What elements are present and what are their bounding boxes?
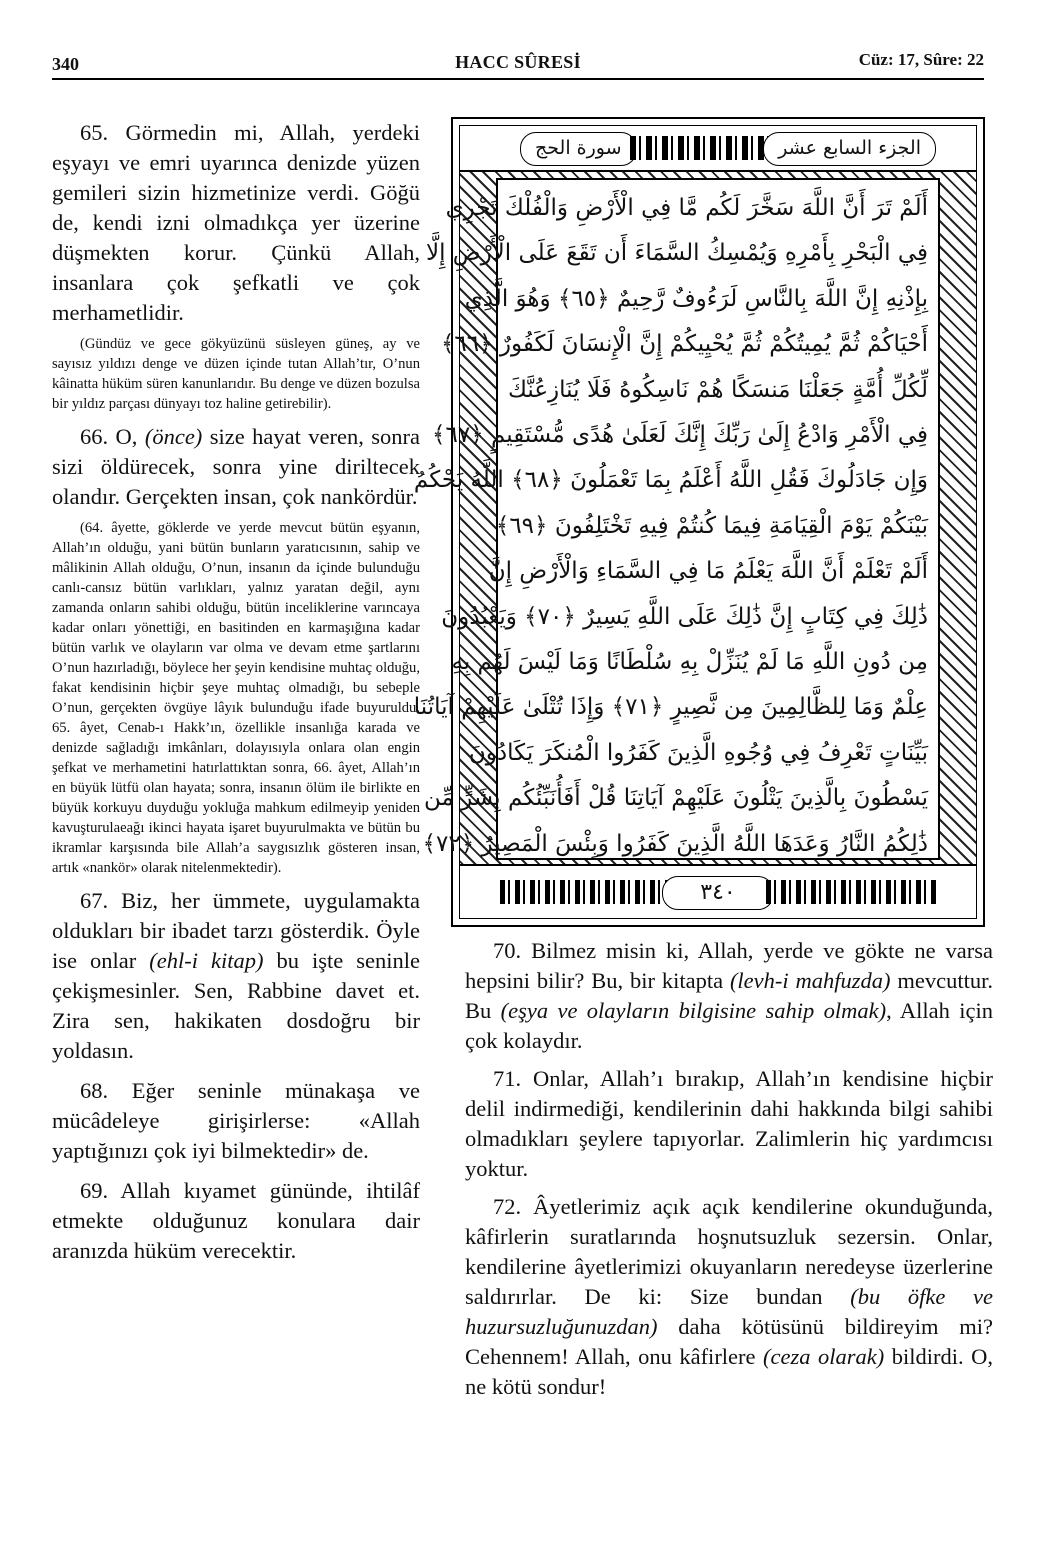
verse-70: 70. Bilmez misin ki, Allah, yerde ve gökte ne varsa hepsini bilir? Bu, bir kitapta (levh-i mahfuzda) mevcuttur. Bu (eşya ve olayların bilgisine sahip olmak), Allah için çok kolaydır. <box>465 938 993 1053</box>
mushaf-line: فِي الْأَمْرِ وَادْعُ إِلَىٰ رَبِّكَ إِنَّكَ لَعَلَىٰ هُدًى مُّسْتَقِيمٍ ﴿٦٧﴾ <box>431 422 928 449</box>
mushaf-line: لِّكُلِّ أُمَّةٍ جَعَلْنَا مَنسَكًا هُمْ نَاسِكُوهُ فَلَا يُنَازِعُنَّكَ <box>508 376 928 403</box>
verse-67: 67. Biz, her ümmete, uygulamakta oldukları bir ibadet tarzı gösterdik. Öyle ise onlar (ehl-i kitap) bu işte seninle çekişmesinler. Sen, Rabbine davet et. Zira sen, hakikaten dosdoğru bir yoldasın. <box>52 888 420 1063</box>
mushaf-line: ذَٰلِكَ فِي كِتَابٍ إِنَّ ذَٰلِكَ عَلَى اللَّهِ يَسِيرٌ ﴿٧٠﴾ وَيَعْبُدُونَ <box>441 603 928 630</box>
juz-surah-label: Cüz: 17, Sûre: 22 <box>858 50 984 69</box>
juz-cartouche: الجزء السابع عشر <box>763 132 936 166</box>
verse-68: 68. Eğer seninle münakaşa ve mücâdeleye girişirlerse: «Allah yaptığınızı çok iyi bilmektedir» de. <box>52 1078 420 1163</box>
page-number: 340 <box>52 54 79 74</box>
mushaf-line: بَيِّنَاتٍ تَعْرِفُ فِي وُجُوهِ الَّذِينَ كَفَرُوا الْمُنكَرَ يَكَادُونَ <box>468 739 928 766</box>
verse-69: 69. Allah kıyamet gününde, ihtilâf etmekte olduğunuz konulara dair aranızda hüküm verecektir. <box>52 1178 420 1263</box>
verse-72: 72. Âyetlerimiz açık açık kendilerine okunduğunda, kâfirlerin suratlarında hoşnutsuzluk sezersin. Onlar, kendilerine âyetlerimizi okuyanların neredeyse üzerlerine saldırırlar. De ki: Size bundan (bu öfke ve huzursuzluğunuzdan) daha kötüsünü bildireyim mi? Cehennem! Allah, onu kâfirlere (ceza olarak) bildirdi. O, ne kötü sondur! <box>465 1194 993 1399</box>
mushaf-line: أَلَمْ تَعْلَمْ أَنَّ اللَّهَ يَعْلَمُ مَا فِي السَّمَاءِ وَالْأَرْضِ إِنَّ <box>488 558 928 585</box>
mushaf-line: أَحْيَاكُمْ ثُمَّ يُمِيتُكُمْ ثُمَّ يُحْيِيكُمْ إِنَّ الْإِنسَانَ لَكَفُورٌ ﴿٦٦﴾ <box>440 331 928 358</box>
mushaf-text-block <box>413 178 940 860</box>
mushaf-line: بِإِذْنِهِ إِنَّ اللَّهَ بِالنَّاسِ لَرَءُوفٌ رَّحِيمٌ ﴿٦٥﴾ وَهُوَ الَّذِي <box>464 285 928 312</box>
mushaf-line: يَسْطُونَ بِالَّذِينَ يَتْلُونَ عَلَيْهِمْ آيَاتِنَا قُلْ أَفَأُنَبِّئُكُم بِشَرٍّ مِّن <box>423 785 928 812</box>
mushaf-page-number: ٣٤٠ <box>662 876 774 910</box>
mushaf-top-band <box>460 126 976 172</box>
left-column <box>52 118 420 1266</box>
ornament-strip-bottom-right <box>766 880 936 904</box>
verse-65: 65. Görmedin mi, Allah, yerdeki eşyayı ve emri uyarınca denizde yüzen gemileri sizin hizmetinize verdi. Göğü de, kendi izni olmadıkça yer üzerine düşmekten korur. Çünkü Allah, insanlara çok şefkatli ve çok merhametlidir. <box>52 120 420 325</box>
verse-71: 71. Onlar, Allah’ı bırakıp, Allah’ın kendisine hiçbir delil indirmediği, kendilerinin dahi hakkında bilgi sahibi olmadıkları şeylere tapıyorlar. Zalimlerin hiç yardımcısı yoktur. <box>465 1066 993 1181</box>
note-65: (Gündüz ve gece gökyüzünü süsleyen güneş, ay ve sayısız yıldızı denge ve düzen içinde tutan Allah’tır, O’nun kâinatta hüküm süren kanunlarıdır. Bu denge ve düzen bozulsa bir yıldız parçası dünyayı toz haline getirebilir). <box>52 336 420 412</box>
mushaf-line: أَلَمْ تَرَ أَنَّ اللَّهَ سَخَّرَ لَكُم مَّا فِي الْأَرْضِ وَالْفُلْكَ تَجْرِي <box>445 195 928 221</box>
mushaf-page <box>413 117 985 927</box>
mushaf-line: مِن دُونِ اللَّهِ مَا لَمْ يُنَزِّلْ بِهِ سُلْطَانًا وَمَا لَيْسَ لَهُم بِهِ <box>451 649 928 676</box>
header-rule <box>52 78 984 80</box>
mushaf-line: عِلْمٌ وَمَا لِلظَّالِمِينَ مِن نَّصِيرٍ ﴿٧١﴾ وَإِذَا تُتْلَىٰ عَلَيْهِمْ آيَاتُنَا <box>413 694 928 721</box>
mushaf-ornamental-border <box>413 125 977 919</box>
surah-cartouche: سورة الحج <box>520 132 637 166</box>
ornament-strip-bottom-left <box>500 880 670 904</box>
mushaf-line: بَيْنَكُمْ يَوْمَ الْقِيَامَةِ فِيمَا كُنتُمْ فِيهِ تَخْتَلِفُونَ ﴿٦٩﴾ <box>495 512 928 539</box>
verse-66: 66. O, (önce) size hayat veren, sonra sizi öldürecek, sonra yine diriltecek olandır. Gerçekten insan, çok nankördür. <box>52 424 421 509</box>
surah-title: HACC SÛRESİ <box>455 52 581 72</box>
note-66: (64. âyette, göklerde ve yerde mevcut bütün eşyanın, Allah’ın olduğu, yani bütün bunların yaratıcısının, sahip ve mâlikinin Allah olduğu, O’nun, insanın da içinde bulunduğu canlı-cansız bütün varlıkları, yalnız yaratan değil, aynı zamanda onların sahibi olduğu, bütün inceliklerine varıncaya kadar onları yönettiği, en basitinden en karmaşığına kadar bütün varlık ve olayların var olma ve devam etme şartlarını O’nun hazırladığı, böylece her şeyin kendisine muhtaç olduğu, fakat kendisinin hiçbir şeye muhtaç olmadığı, bu sebeple O’nun, gerçekten övgüye lâyık bulunduğu ifade buyuruldu. 65. âyet, Cenab-ı Hakk’ın, özellikle insanlığa karada ve denizde sağladığı imkânları, dolayısıyla onlara olan engin şefkat ve merhametini hatırlattıktan sonra, 66. âyet, Allah’ın en büyük lütfü olan hayata; sonra, insanın ölüm ile birlikte en büyük korkuyu duyduğu yokluğa mahkum edilmeyip yeniden kavuşturulaeağı ikinci hayata işaret buyurulmakta ve bütün bu ikramlar karşısında bile Allah’a saygısızlık gösteren insan, artık «nankör» olarak nitelenmektedir). <box>52 520 420 876</box>
mushaf-bottom-band <box>460 864 976 918</box>
mushaf-line: وَإِن جَادَلُوكَ فَقُلِ اللَّهُ أَعْلَمُ بِمَا تَعْمَلُونَ ﴿٦٨﴾ اللَّهُ يَحْكُمُ <box>413 467 928 494</box>
mushaf-line: ذَٰلِكُمُ النَّارُ وَعَدَهَا اللَّهُ الَّذِينَ كَفَرُوا وَبِئْسَ الْمَصِيرُ ﴿٧٢﴾ <box>422 830 928 857</box>
page-header <box>52 48 984 76</box>
right-column <box>465 936 993 1402</box>
mushaf-line: فِي الْبَحْرِ بِأَمْرِهِ وَيُمْسِكُ السَّمَاءَ أَن تَقَعَ عَلَى الْأَرْضِ إِلَّا <box>425 240 928 267</box>
